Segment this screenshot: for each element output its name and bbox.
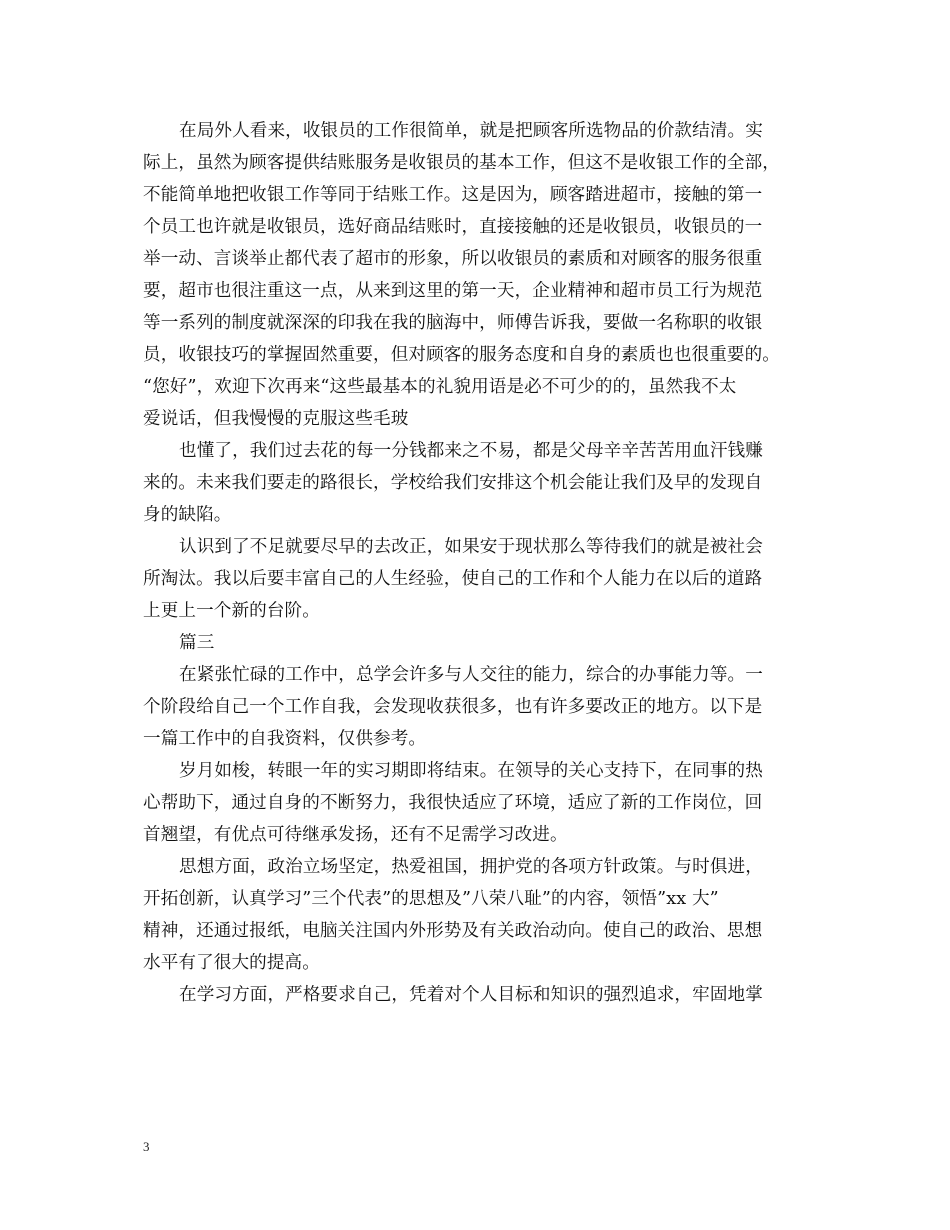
text-line: 在紧张忙碌的工作中，总学会许多与人交往的能力，综合的办事能力等。一 bbox=[179, 665, 763, 685]
text-line: 个阶段给自己一个工作自我，会发现收获很多，也有许多要改正的地方。以下是 bbox=[143, 697, 763, 717]
text-line: 心帮助下，通过自身的不断努力，我很快适应了环境，适应了新的工作岗位，回 bbox=[143, 793, 763, 813]
text-line: 员，收银技巧的掌握固然重要，但对顾客的服务态度和自身的素质也也很重要的。 bbox=[143, 345, 780, 365]
text-line: 精神，还通过报纸，电脑关注国内外形势及有关政治动向。使自己的政治、思想 bbox=[143, 921, 763, 941]
text-line: 要，超市也很注重这一点，从来到这里的第一天，企业精神和超市员工行为规范 bbox=[143, 281, 763, 301]
page-number: 3 bbox=[143, 1139, 150, 1154]
text-line: 不能简单地把收银工作等同于结账工作。这是因为，顾客踏进超市，接触的第一 bbox=[143, 185, 763, 205]
text-line: 身的缺陷。 bbox=[143, 505, 232, 525]
text-line: 所淘汰。我以后要丰富自己的人生经验，使自己的工作和个人能力在以后的道路 bbox=[143, 569, 763, 589]
text-line: 举一动、言谈举止都代表了超市的形象，所以收银员的素质和对顾客的服务很重 bbox=[143, 249, 763, 269]
text-line: 等一系列的制度就深深的印我在我的脑海中，师傅告诉我，要做一名称职的收银 bbox=[143, 313, 763, 333]
text-line: 岁月如梭，转眼一年的实习期即将结束。在领导的关心支持下，在同事的热 bbox=[179, 761, 763, 781]
document-body bbox=[143, 115, 826, 1011]
text-line: 首翘望，有优点可待继承发扬，还有不足需学习改进。 bbox=[143, 825, 568, 845]
text-line: 爱说话，但我慢慢的克服这些毛玻 bbox=[143, 409, 409, 429]
text-line: 上更上一个新的台阶。 bbox=[143, 601, 320, 621]
text-line: 在学习方面，严格要求自己，凭着对个人目标和知识的强烈追求，牢固地掌 bbox=[179, 985, 763, 1005]
text-line: “您好”，欢迎下次再来“这些最基本的礼貌用语是必不可少的的，虽然我不太 bbox=[143, 377, 737, 397]
text-line: 个员工也许就是收银员，选好商品结账时，直接接触的还是收银员，收银员的一 bbox=[143, 217, 763, 237]
text-line: 水平有了很大的提高。 bbox=[143, 953, 320, 973]
text-line: 思想方面，政治立场坚定，热爱祖国，拥护党的各项方针政策。与时俱进， bbox=[179, 857, 763, 877]
text-line: 一篇工作中的自我资料，仅供参考。 bbox=[143, 729, 427, 749]
text-line: 际上，虽然为顾客提供结账服务是收银员的基本工作，但这不是收银工作的全部， bbox=[143, 153, 780, 173]
text-line: 在局外人看来，收银员的工作很简单，就是把顾客所选物品的价款结清。实 bbox=[179, 121, 763, 141]
text-line: 开拓创新，认真学习”三个代表”的思想及”八荣八耻”的内容，领悟”xx 大” bbox=[143, 889, 719, 909]
text-line: 来的。未来我们要走的路很长，学校给我们安排这个机会能让我们及早的发现自 bbox=[143, 473, 763, 493]
text-line: 认识到了不足就要尽早的去改正，如果安于现状那么等待我们的就是被社会 bbox=[179, 537, 763, 557]
text-line: 篇三 bbox=[179, 633, 215, 653]
text-line: 也懂了，我们过去花的每一分钱都来之不易，都是父母辛辛苦苦用血汗钱赚 bbox=[179, 441, 763, 461]
